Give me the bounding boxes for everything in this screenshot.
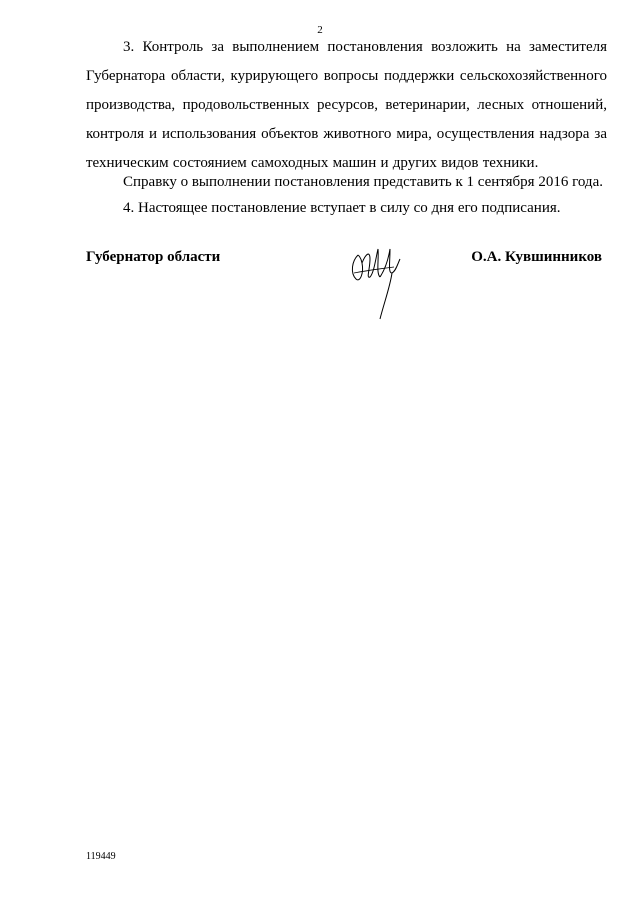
page-number: 2 (317, 24, 323, 36)
signatory-name: О.А. Кувшинников (471, 249, 602, 265)
paragraph-effective: 4. Настоящее постановление вступает в силу со дня его подписания. (123, 200, 561, 216)
handwritten-signature (348, 243, 402, 321)
paragraph-control: 3. Контроль за выполнением постановления возложить на заместителя Губернатора области, курирующего вопросы поддержки сельскохозяйственного производства, продовольственных ресурсов, ветеринарии, лесных отношений, контроля и использования объектов животного мира, осуществления надзора за техническим состоянием самоходных машин и других видов техники. (86, 39, 607, 171)
signatory-title: Губернатор области (86, 249, 221, 265)
paragraph-report: Справку о выполнении постановления представить к 1 сентября 2016 года. (123, 174, 603, 190)
signature-block (86, 243, 602, 333)
document-code: 119449 (86, 851, 116, 862)
